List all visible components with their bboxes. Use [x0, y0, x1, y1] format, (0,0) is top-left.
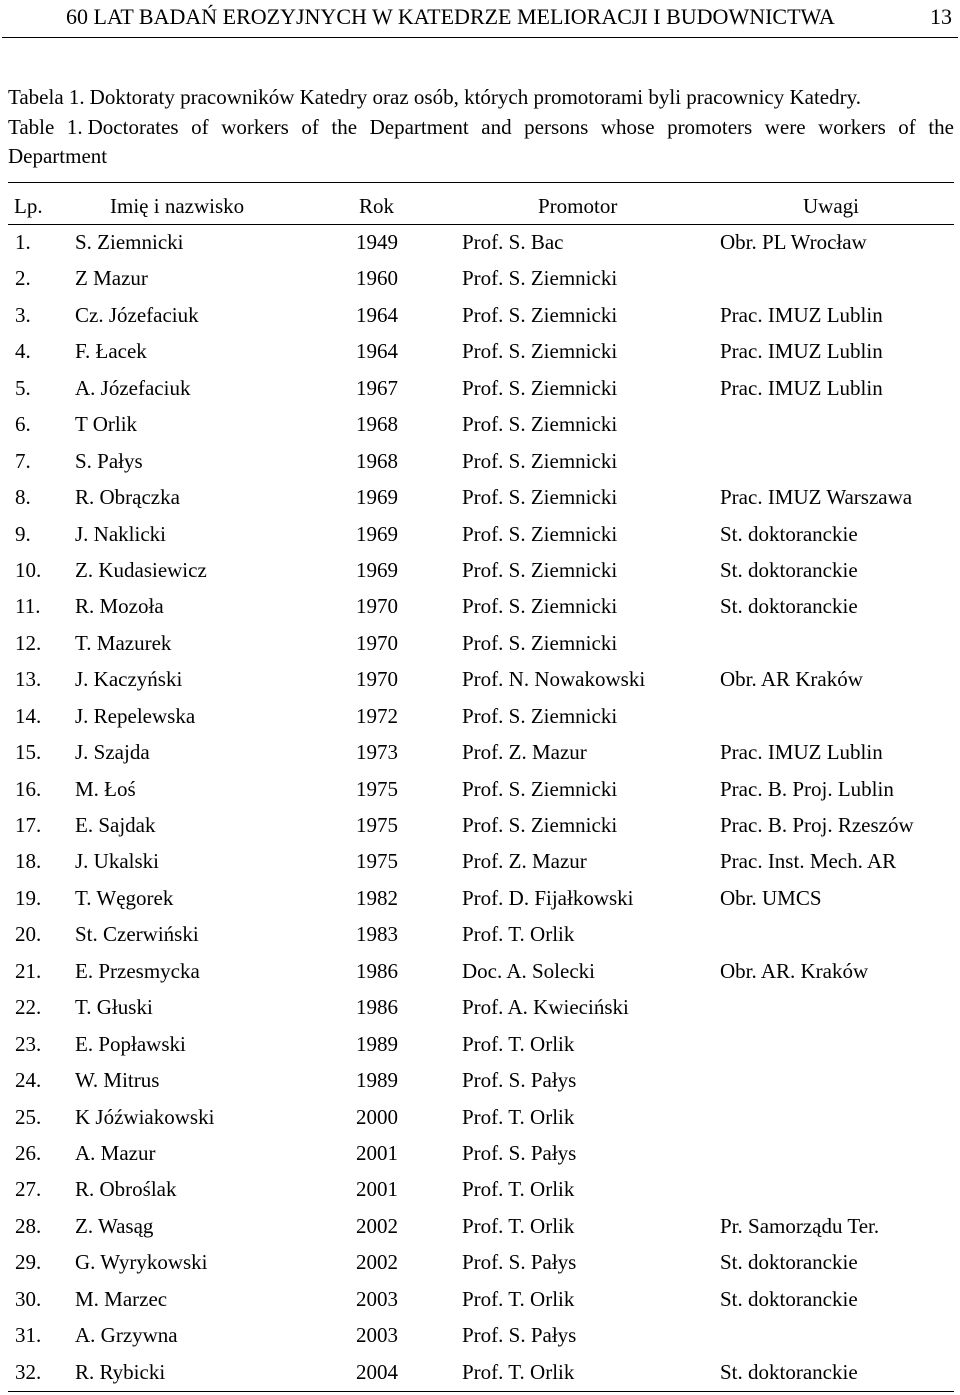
- table-row: [8, 1063, 954, 1099]
- cell-year: 2000: [356, 1104, 398, 1129]
- cell-name: A. Grzywna: [75, 1323, 178, 1348]
- cell-year: 1983: [356, 922, 398, 947]
- table-row: [8, 662, 954, 698]
- cell-year: 2004: [356, 1359, 398, 1384]
- cell-year: 1970: [356, 630, 398, 655]
- table-row: [8, 553, 954, 589]
- cell-promoter: Prof. S. Ziemnicki: [462, 412, 618, 437]
- cell-number: 31.: [15, 1323, 42, 1348]
- cell-notes: Prac. IMUZ Lublin: [720, 302, 883, 327]
- cell-promoter: Prof. D. Fijałkowski: [462, 885, 634, 910]
- cell-year: 1969: [356, 557, 398, 582]
- cell-name: T. Węgorek: [75, 885, 174, 910]
- cell-number: 28.: [15, 1213, 42, 1238]
- cell-name: A. Mazur: [75, 1140, 156, 1165]
- cell-year: 1949: [356, 230, 398, 254]
- table-row: [8, 261, 954, 297]
- cell-number: 30.: [15, 1286, 42, 1311]
- cell-notes: Prac. B. Proj. Rzeszów: [720, 813, 914, 837]
- cell-promoter: Prof. T. Orlik: [462, 1213, 575, 1238]
- cell-year: 1986: [356, 995, 398, 1020]
- table-row: [8, 990, 954, 1026]
- table-row: [8, 371, 954, 407]
- caption-polish: [8, 83, 954, 113]
- cell-notes: Prac. B. Proj. Lublin: [720, 776, 894, 801]
- cell-promoter: Prof. T. Orlik: [462, 922, 575, 947]
- cell-promoter: Prof. S. Pałys: [462, 1068, 577, 1093]
- cell-promoter: Prof. A. Kwieciński: [462, 995, 629, 1020]
- cell-name: S. Pałys: [75, 448, 143, 473]
- cell-promoter: Prof. S. Ziemnicki: [462, 594, 618, 619]
- table-bottom-rule: [8, 1391, 954, 1392]
- cell-promoter: Prof. Z. Mazur: [462, 740, 587, 765]
- cell-year: 1975: [356, 849, 398, 874]
- cell-promoter: Prof. S. Ziemnicki: [462, 485, 618, 510]
- running-header: [0, 0, 960, 38]
- cell-year: 1975: [356, 813, 398, 837]
- cell-promoter: Prof. S. Ziemnicki: [462, 521, 618, 546]
- cell-promoter: Prof. S. Ziemnicki: [462, 776, 618, 801]
- cell-notes: Prac. IMUZ Lublin: [720, 339, 883, 364]
- cell-promoter: Prof. S. Ziemnicki: [462, 703, 618, 728]
- cell-name: M. Marzec: [75, 1286, 168, 1311]
- cell-number: 15.: [15, 740, 42, 765]
- cell-name: M. Łoś: [75, 776, 136, 801]
- cell-number: 10.: [15, 557, 42, 582]
- cell-name: St. Czerwiński: [75, 922, 199, 947]
- cell-name: Z Mazur: [75, 266, 148, 291]
- cell-year: 1960: [356, 266, 398, 291]
- cell-notes: St. doktoranckie: [720, 557, 858, 582]
- cell-number: 8.: [15, 485, 31, 510]
- cell-promoter: Prof. S. Ziemnicki: [462, 448, 618, 473]
- table-row: [8, 444, 954, 480]
- cell-notes: Obr. AR. Kraków: [720, 958, 869, 983]
- cell-year: 1989: [356, 1068, 398, 1093]
- cell-promoter: Prof. S. Ziemnicki: [462, 266, 618, 291]
- cell-name: E. Popławski: [75, 1031, 186, 1056]
- cell-number: 7.: [15, 448, 31, 473]
- cell-year: 2002: [356, 1250, 398, 1275]
- cell-promoter: Prof. S. Pałys: [462, 1323, 577, 1348]
- caption-english-label: Table 1.: [8, 114, 83, 139]
- cell-year: 1968: [356, 448, 398, 473]
- column-header-name: Imię i nazwisko: [110, 194, 245, 218]
- cell-promoter: Prof. S. Pałys: [462, 1250, 577, 1275]
- table-row: [8, 407, 954, 443]
- cell-year: 1969: [356, 521, 398, 546]
- cell-number: 9.: [15, 521, 31, 546]
- cell-name: J. Szajda: [75, 740, 150, 765]
- table-row: [8, 772, 954, 808]
- caption-polish-text: Doktoraty pracowników Katedry oraz osób, których promotorami byli pracownicy Katedry.: [89, 85, 862, 109]
- cell-promoter: Prof. S. Ziemnicki: [462, 813, 618, 837]
- table-row: [8, 954, 954, 990]
- cell-name: T. Mazurek: [75, 630, 172, 655]
- cell-number: 1.: [15, 230, 31, 254]
- cell-promoter: Doc. A. Solecki: [462, 958, 595, 983]
- cell-number: 29.: [15, 1250, 42, 1275]
- doctorates-table: [8, 182, 954, 1392]
- cell-name: J. Ukalski: [75, 849, 159, 874]
- cell-number: 11.: [15, 594, 41, 619]
- table-caption: [8, 83, 954, 172]
- cell-year: 1972: [356, 703, 398, 728]
- cell-promoter: Prof. N. Nowakowski: [462, 667, 646, 692]
- table-row: [8, 881, 954, 917]
- cell-number: 26.: [15, 1140, 42, 1165]
- table-row: [8, 1355, 954, 1391]
- cell-promoter: Prof. T. Orlik: [462, 1286, 575, 1311]
- column-header-year: Rok: [359, 194, 395, 218]
- column-header-number: Lp.: [14, 194, 43, 218]
- table-row: [8, 1172, 954, 1208]
- cell-notes: Prac. IMUZ Warszawa: [720, 485, 913, 510]
- cell-promoter: Prof. Z. Mazur: [462, 849, 587, 874]
- cell-name: E. Sajdak: [75, 813, 156, 837]
- column-header-notes: Uwagi: [803, 194, 859, 218]
- cell-year: 1973: [356, 740, 398, 765]
- table-body: [8, 225, 954, 1391]
- cell-year: 1968: [356, 412, 398, 437]
- table-row: [8, 699, 954, 735]
- cell-notes: Prac. Inst. Mech. AR: [720, 849, 897, 874]
- cell-number: 21.: [15, 958, 42, 983]
- cell-notes: Obr. AR Kraków: [720, 667, 863, 692]
- cell-name: J. Naklicki: [75, 521, 166, 546]
- cell-year: 2001: [356, 1177, 398, 1202]
- caption-polish-label: Tabela 1.: [8, 85, 85, 109]
- cell-notes: St. doktoranckie: [720, 521, 858, 546]
- cell-year: 1989: [356, 1031, 398, 1056]
- table-row: [8, 917, 954, 953]
- cell-year: 1975: [356, 776, 398, 801]
- cell-notes: Pr. Samorządu Ter.: [720, 1213, 880, 1238]
- cell-notes: St. doktoranckie: [720, 1286, 858, 1311]
- table-row: [8, 1100, 954, 1136]
- caption-english: [8, 113, 954, 172]
- cell-number: 12.: [15, 630, 42, 655]
- cell-number: 20.: [15, 922, 42, 947]
- cell-year: 2003: [356, 1286, 398, 1311]
- cell-number: 25.: [15, 1104, 42, 1129]
- cell-notes: St. doktoranckie: [720, 1250, 858, 1275]
- table-row: [8, 480, 954, 516]
- cell-year: 1986: [356, 958, 398, 983]
- cell-promoter: Prof. S. Ziemnicki: [462, 630, 618, 655]
- cell-name: Z. Kudasiewicz: [75, 557, 207, 582]
- table-row: [8, 589, 954, 625]
- cell-number: 14.: [15, 703, 42, 728]
- cell-number: 4.: [15, 339, 31, 364]
- column-header-promoter: Promotor: [538, 194, 618, 218]
- cell-promoter: Prof. T. Orlik: [462, 1104, 575, 1129]
- cell-promoter: Prof. T. Orlik: [462, 1031, 575, 1056]
- cell-number: 2.: [15, 266, 31, 291]
- cell-year: 1969: [356, 485, 398, 510]
- table-header-row: [8, 183, 954, 224]
- cell-notes: Prac. IMUZ Lublin: [720, 740, 883, 765]
- cell-name: G. Wyrykowski: [75, 1250, 208, 1275]
- page-number: 13: [930, 4, 952, 29]
- cell-promoter: Prof. S. Ziemnicki: [462, 557, 618, 582]
- cell-number: 24.: [15, 1068, 42, 1093]
- cell-number: 32.: [15, 1359, 42, 1384]
- cell-name: A. Józefaciuk: [75, 375, 191, 400]
- cell-name: Z. Wasąg: [75, 1213, 154, 1238]
- cell-number: 22.: [15, 995, 42, 1020]
- cell-notes: Obr. UMCS: [720, 885, 822, 910]
- cell-year: 1982: [356, 885, 398, 910]
- cell-promoter: Prof. S. Ziemnicki: [462, 302, 618, 327]
- table-row: [8, 1282, 954, 1318]
- table-row: [8, 735, 954, 771]
- table-row: [8, 1027, 954, 1063]
- cell-name: W. Mitrus: [75, 1068, 160, 1093]
- cell-name: R. Rybicki: [75, 1359, 166, 1384]
- cell-promoter: Prof. T. Orlik: [462, 1177, 575, 1202]
- cell-name: R. Mozoła: [75, 594, 164, 619]
- cell-number: 6.: [15, 412, 31, 437]
- table-row: [8, 1136, 954, 1172]
- cell-notes: Obr. PL Wrocław: [720, 230, 867, 254]
- cell-number: 18.: [15, 849, 42, 874]
- table-row: [8, 1209, 954, 1245]
- cell-promoter: Prof. T. Orlik: [462, 1359, 575, 1384]
- cell-name: R. Obrączka: [75, 485, 180, 510]
- cell-name: K Jóźwiakowski: [75, 1104, 215, 1129]
- cell-notes: St. doktoranckie: [720, 594, 858, 619]
- cell-name: J. Repelewska: [75, 703, 196, 728]
- cell-name: E. Przesmycka: [75, 958, 200, 983]
- table-row: [8, 1318, 954, 1354]
- cell-year: 2001: [356, 1140, 398, 1165]
- cell-name: Cz. Józefaciuk: [75, 302, 199, 327]
- cell-number: 13.: [15, 667, 42, 692]
- cell-promoter: Prof. S. Pałys: [462, 1140, 577, 1165]
- cell-name: F. Łacek: [75, 339, 147, 364]
- table-row: [8, 844, 954, 880]
- table-row: [8, 1245, 954, 1281]
- cell-year: 2002: [356, 1213, 398, 1238]
- cell-promoter: Prof. S. Bac: [462, 230, 564, 254]
- cell-notes: St. doktoranckie: [720, 1359, 858, 1384]
- cell-year: 1964: [356, 339, 398, 364]
- cell-number: 19.: [15, 885, 42, 910]
- cell-number: 3.: [15, 302, 31, 327]
- cell-year: 1967: [356, 375, 398, 400]
- cell-number: 27.: [15, 1177, 42, 1202]
- table-row: [8, 808, 954, 844]
- table-row: [8, 517, 954, 553]
- cell-promoter: Prof. S. Ziemnicki: [462, 375, 618, 400]
- running-header-title: 60 LAT BADAŃ EROZYJNYCH W KATEDRZE MELIORACJI I BUDOWNICTWA: [66, 4, 835, 29]
- cell-name: T. Głuski: [75, 995, 153, 1020]
- cell-name: R. Obroślak: [75, 1177, 177, 1202]
- table-row: [8, 298, 954, 334]
- table-row: [8, 225, 954, 261]
- cell-number: 23.: [15, 1031, 42, 1056]
- cell-year: 1970: [356, 594, 398, 619]
- cell-name: T Orlik: [75, 412, 138, 437]
- cell-number: 5.: [15, 375, 31, 400]
- cell-number: 16.: [15, 776, 42, 801]
- cell-promoter: Prof. S. Ziemnicki: [462, 339, 618, 364]
- header-rule: [2, 37, 958, 38]
- caption-english-text: Doctorates of workers of the Department and persons whose promoters were workers of the Department: [8, 114, 954, 168]
- cell-year: 2003: [356, 1323, 398, 1348]
- cell-year: 1970: [356, 667, 398, 692]
- cell-notes: Prac. IMUZ Lublin: [720, 375, 883, 400]
- cell-name: J. Kaczyński: [75, 667, 183, 692]
- cell-number: 17.: [15, 813, 42, 837]
- cell-year: 1964: [356, 302, 398, 327]
- table-row: [8, 334, 954, 370]
- cell-name: S. Ziemnicki: [75, 230, 184, 254]
- table-row: [8, 626, 954, 662]
